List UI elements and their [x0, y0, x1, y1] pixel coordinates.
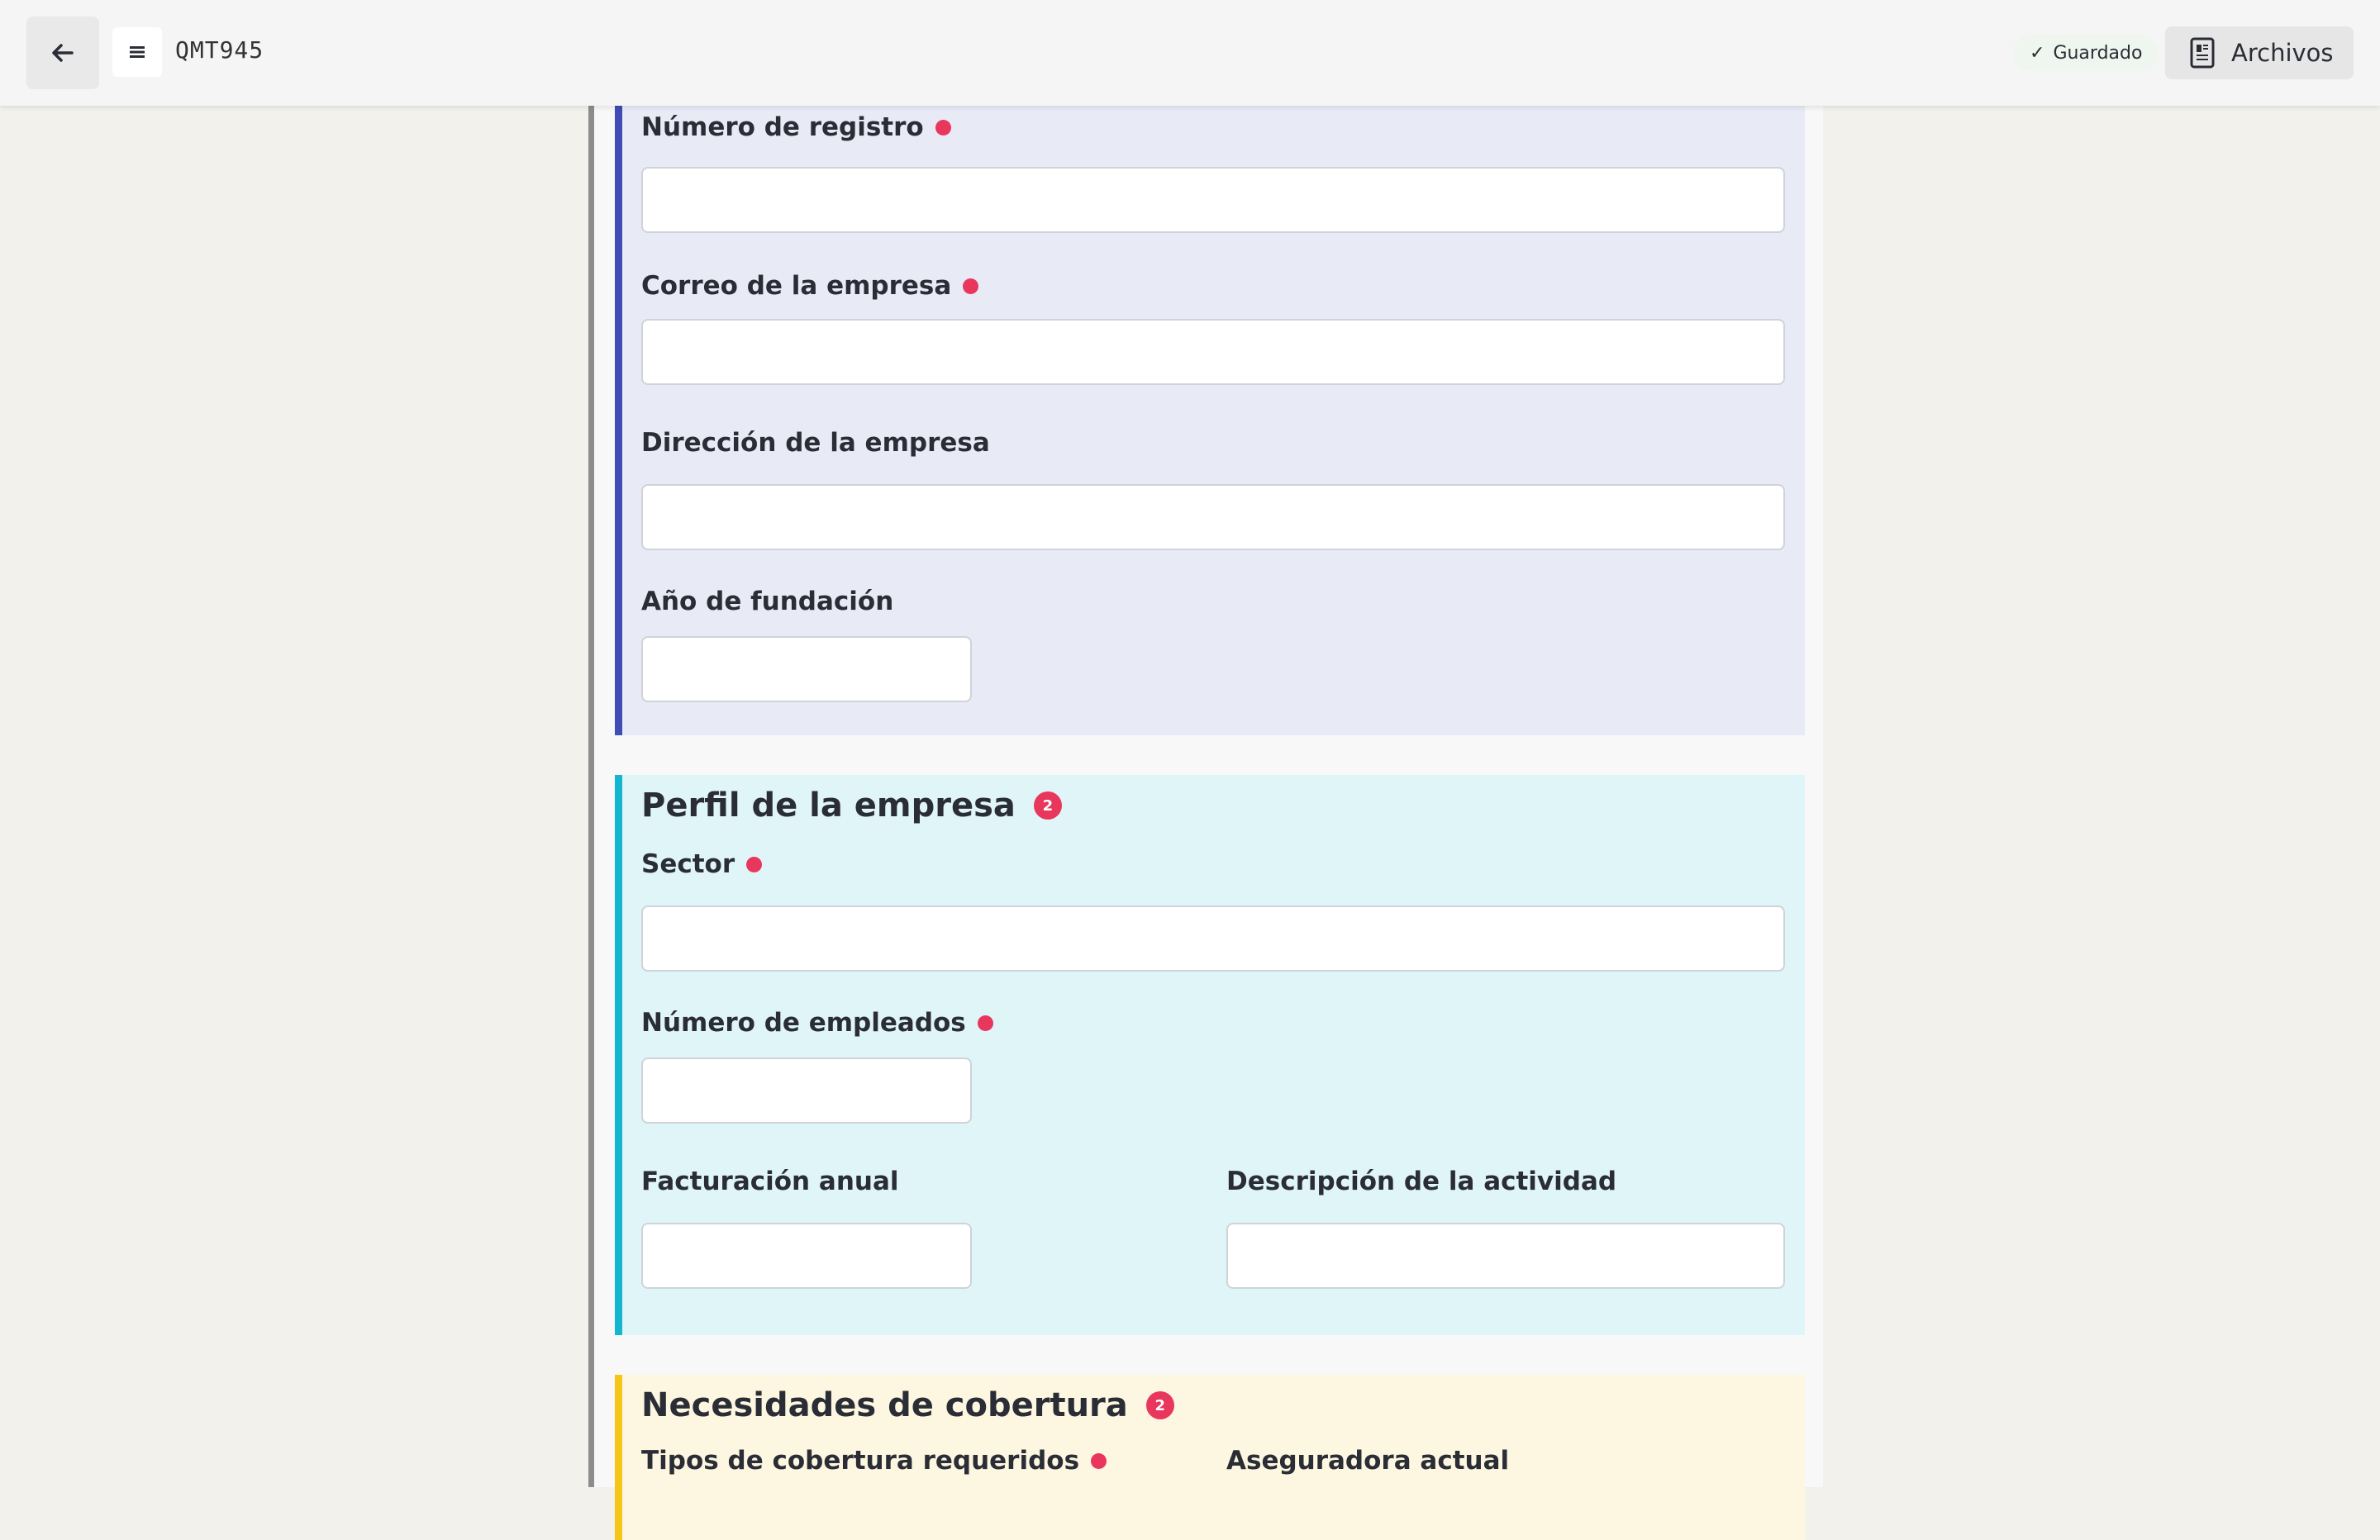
company-email-input[interactable] [641, 319, 1785, 385]
files-label: Archivos [2231, 39, 2334, 67]
section-coverage-needs [615, 1375, 1805, 1540]
document-id: QMT945 [175, 36, 264, 64]
coverage-types-label: Tipos de cobertura requeridos [641, 1446, 1107, 1476]
employees-label: Número de empleados [641, 1008, 993, 1038]
company-address-input[interactable] [641, 484, 1785, 550]
pending-count-badge: 2 [1034, 791, 1062, 820]
section-company-details [615, 0, 1805, 735]
arrow-left-icon [52, 44, 74, 62]
activity-description-input[interactable] [1226, 1223, 1785, 1289]
required-indicator [935, 120, 951, 135]
section-accent-bar [615, 0, 622, 735]
pending-count-badge: 2 [1146, 1391, 1174, 1419]
current-insurer-label: Aseguradora actual [1226, 1446, 1510, 1476]
company-address-label: Dirección de la empresa [641, 428, 990, 458]
founding-year-input[interactable] [641, 636, 972, 702]
activity-description-label: Descripción de la actividad [1226, 1167, 1617, 1196]
top-bar [0, 0, 2380, 106]
menu-button[interactable] [112, 27, 162, 77]
annual-revenue-input[interactable] [641, 1223, 972, 1289]
section-company-profile [615, 775, 1805, 1335]
sector-input[interactable] [641, 905, 1785, 972]
company-email-label: Correo de la empresa [641, 271, 978, 301]
save-status-badge [2013, 35, 2159, 71]
annual-revenue-label: Facturación anual [641, 1167, 899, 1196]
section-title: Perfil de la empresa 2 [641, 787, 1062, 825]
check-icon: ✓ [2030, 42, 2045, 64]
save-status-label: Guardado [2053, 42, 2143, 64]
back-button[interactable] [26, 17, 99, 89]
section-accent-bar [615, 775, 622, 1335]
registration-number-label: Número de registro [641, 112, 951, 142]
section-accent-bar [615, 1375, 622, 1540]
section-title: Necesidades de cobertura 2 [641, 1386, 1174, 1424]
registration-number-input[interactable] [641, 167, 1785, 233]
sector-label: Sector [641, 849, 762, 879]
required-indicator [1091, 1453, 1107, 1469]
employees-input[interactable] [641, 1058, 972, 1124]
column-divider [588, 0, 594, 1487]
document-icon [2190, 37, 2215, 69]
required-indicator [978, 1015, 993, 1031]
required-indicator [963, 278, 978, 294]
founding-year-label: Año de fundación [641, 587, 894, 616]
hamburger-menu-icon [129, 45, 145, 59]
required-indicator [746, 857, 762, 872]
files-button[interactable] [2165, 26, 2354, 79]
